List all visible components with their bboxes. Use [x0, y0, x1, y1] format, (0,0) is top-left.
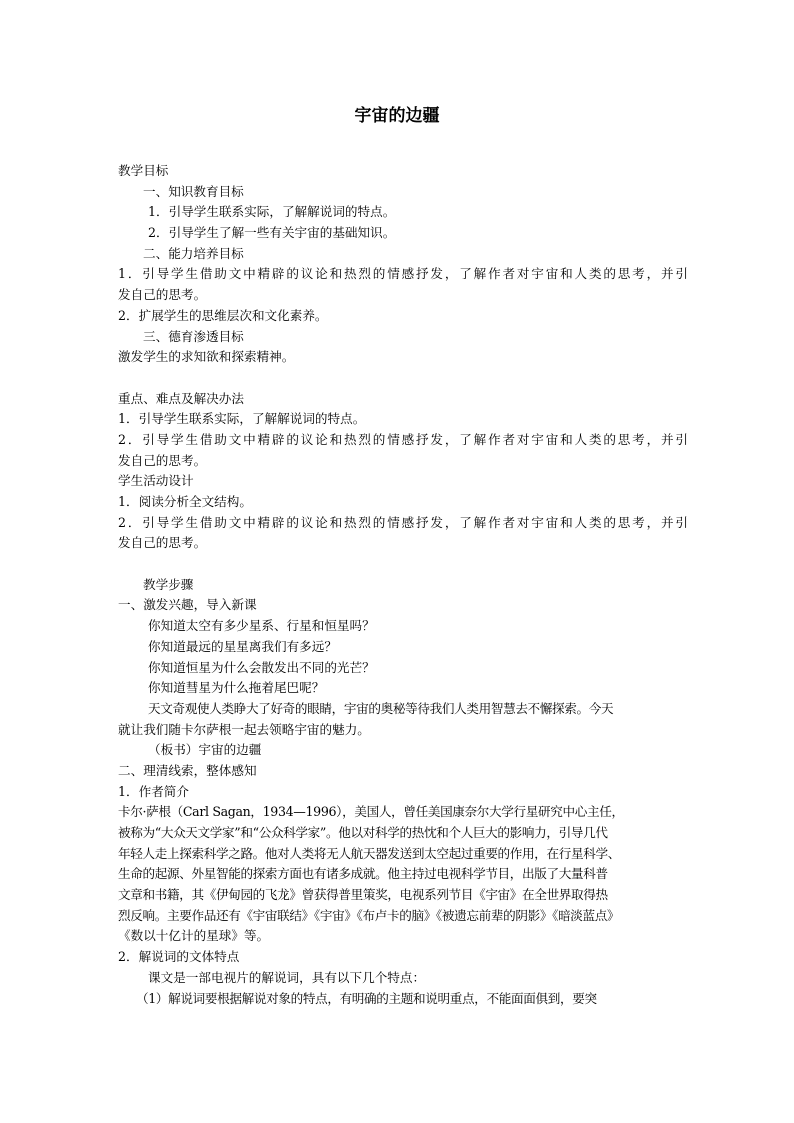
- paragraph-line: 天文奇观使人类睁大了好奇的眼睛，宇宙的奥秘等待我们人类用智慧去不懈探索。今天: [148, 700, 614, 716]
- paragraph-line: 烈反响。主要作品还有《宇宙联结》《宇宙》《布卢卡的脑》《被遗忘前辈的阴影》《暗淡蓝点》: [118, 907, 620, 923]
- blank-line: [118, 368, 688, 389]
- paragraph-line: 就让我们随卡尔萨根一起去领略宇宙的魅力。: [118, 721, 370, 737]
- section-heading: 教学步骤: [143, 576, 194, 592]
- list-item: 1．引导学生联系实际，了解解说词的特点。: [118, 411, 366, 427]
- list-item-continuation: 发自己的思考。: [118, 287, 207, 303]
- step-heading: 一、激发兴趣，导入新课: [118, 597, 257, 613]
- list-item-continuation: 发自己的思考。: [118, 535, 207, 551]
- paragraph-line: 生命的起源、外星智能的探索方面也有诸多成就。他主持过电视科学节目，出版了大量科普: [118, 866, 608, 882]
- list-item: 2．扩展学生的思维层次和文化素养。: [118, 307, 328, 323]
- board-note: （板书）宇宙的边疆: [148, 742, 262, 758]
- list-item: 1．阅读分析全文结构。: [118, 494, 252, 509]
- subsection-heading: 一、知识教育目标: [143, 183, 244, 199]
- paragraph-line: 课文是一部电视片的解说词，具有以下几个特点：: [148, 969, 426, 985]
- paragraph-line: 激发学生的求知欲和探索精神。: [118, 349, 295, 365]
- paragraph-line: 文章和书籍，其《伊甸园的飞龙》曾获得普里策奖，电视系列节目《宇宙》在全世界取得热: [118, 887, 608, 903]
- question-line: 你知道最远的星星离我们有多远？: [148, 638, 337, 654]
- step-heading: 二、理清线索，整体感知: [118, 762, 257, 778]
- paragraph-line: 《数以十亿计的星球》等。: [118, 928, 270, 944]
- list-item: 2．引导学生借助文中精辟的议论和热烈的情感抒发，了解作者对宇宙和人类的思考，并引: [118, 514, 688, 530]
- question-line: 你知道彗星为什么拖着尾巴呢？: [148, 680, 325, 696]
- paragraph-line: 年轻人走上探索科学之路。他对人类将无人航天器发送到太空起过重要的作用，在行星科学、: [118, 845, 620, 861]
- paragraph-line: 卡尔·萨根（Carl Sagan，1934—1996），美国人，曾任美国康奈尔大学行星研究中心主任，: [118, 804, 624, 820]
- list-item: 2．引导学生了解一些有关宇宙的基础知识。: [148, 225, 396, 241]
- subsection-heading: 1．作者简介: [118, 783, 189, 799]
- subsection-heading: 2．解说词的文体特点: [118, 949, 240, 965]
- section-heading: 重点、难点及解决办法: [118, 390, 244, 406]
- list-item: 1．引导学生联系实际，了解解说词的特点。: [148, 204, 396, 220]
- question-line: 你知道太空有多少星系、行星和恒星吗？: [148, 618, 375, 634]
- blank-line: [118, 554, 688, 575]
- paragraph-line: 被称为“大众天文学家”和“公众科学家”。他以对科学的热忱和个人巨大的影响力，引导几代: [118, 825, 608, 840]
- list-item: 1．引导学生借助文中精辟的议论和热烈的情感抒发，了解作者对宇宙和人类的思考，并引: [118, 266, 688, 282]
- list-item-continuation: 发自己的思考。: [118, 452, 207, 468]
- subsection-heading: 三、德育渗透目标: [143, 328, 244, 344]
- list-item: 2．引导学生借助文中精辟的议论和热烈的情感抒发，了解作者对宇宙和人类的思考，并引: [118, 431, 688, 447]
- section-heading: 学生活动设计: [118, 473, 194, 489]
- document-title: 宇宙的边疆: [354, 106, 440, 126]
- subsection-heading: 二、能力培养目标: [143, 245, 244, 261]
- document-body: [118, 161, 688, 1009]
- section-heading: 教学目标: [118, 163, 169, 178]
- question-line: 你知道恒星为什么会散发出不同的光芒？: [148, 659, 375, 675]
- paragraph-line: （1）解说词要根据解说对象的特点，有明确的主题和说明重点，不能面面俱到，要突: [136, 990, 597, 1006]
